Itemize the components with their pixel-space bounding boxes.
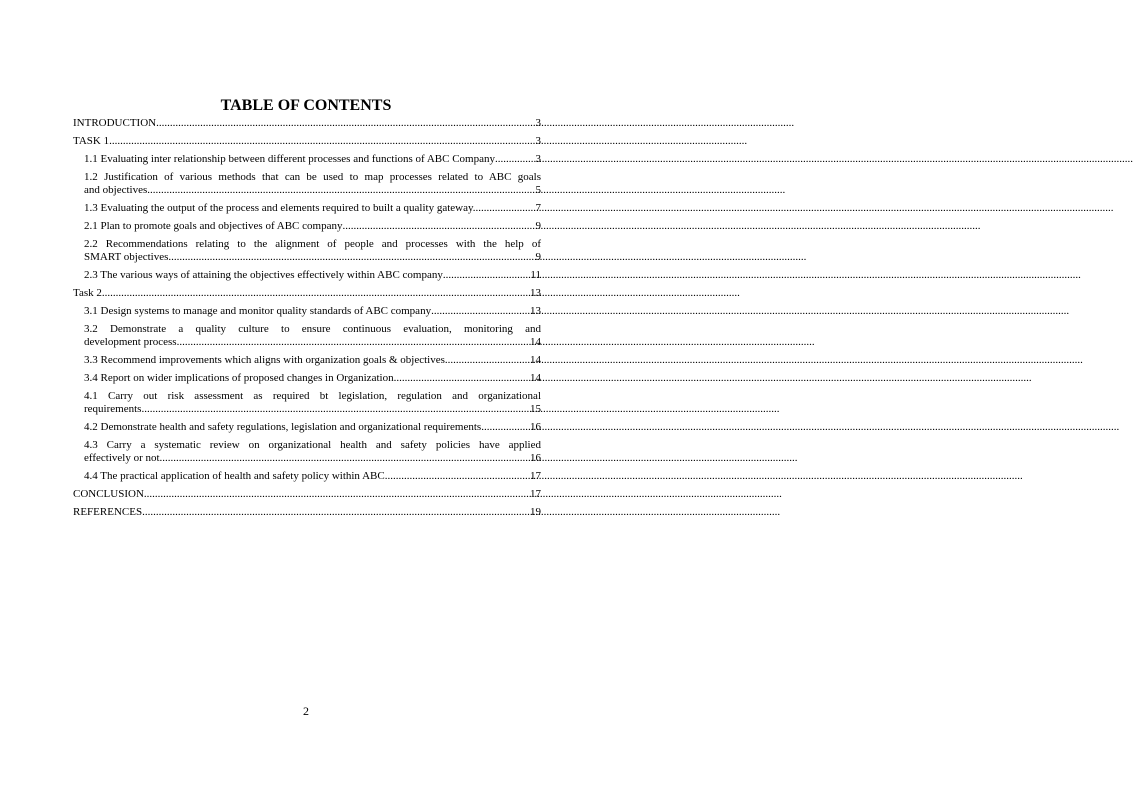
toc-entry-line xyxy=(73,506,541,519)
toc-entry[interactable] xyxy=(73,238,541,264)
dot-leader xyxy=(481,421,530,434)
toc-entry-text: 1.3 Evaluating the output of the process and elements required to built a quality gateway. xyxy=(84,202,476,214)
toc-entry-line xyxy=(73,135,541,148)
dot-leader xyxy=(141,403,530,416)
toc-entry-line xyxy=(84,470,541,483)
toc-page-number: 3 xyxy=(535,135,541,147)
toc-entry[interactable] xyxy=(73,287,541,300)
toc-entry-line xyxy=(84,305,541,318)
toc-entry-text: INTRODUCTION xyxy=(73,117,157,129)
toc-entry-text: requirements xyxy=(84,403,142,415)
toc-entry-text: and objectives xyxy=(84,184,148,196)
dot-leader xyxy=(160,452,530,465)
toc-page-number: 14 xyxy=(530,336,541,348)
dot-leader xyxy=(342,220,535,233)
toc-entry-text: CONCLUSION xyxy=(73,488,144,500)
dot-leader xyxy=(495,153,536,166)
toc-entry[interactable] xyxy=(73,470,541,483)
toc-page-number: 14 xyxy=(530,372,541,384)
toc-page-number: 3 xyxy=(535,117,541,129)
toc-entry-line xyxy=(73,488,541,501)
dot-leader xyxy=(142,506,530,519)
toc-entry-line xyxy=(84,354,541,367)
toc-page-number: 16 xyxy=(530,452,541,464)
toc-entry-line xyxy=(84,421,541,434)
dot-leader xyxy=(168,251,535,264)
toc-page-number: 5 xyxy=(535,184,541,196)
toc-entry-line xyxy=(84,251,541,264)
toc-entry-text: 1.1 Evaluating inter relationship between different processes and functions of ABC Company xyxy=(84,153,495,165)
toc-entry[interactable] xyxy=(73,269,541,282)
dot-leader xyxy=(476,202,536,215)
dot-leader xyxy=(431,305,530,318)
dot-leader xyxy=(109,135,535,148)
toc-entry[interactable] xyxy=(73,202,541,215)
toc-list xyxy=(73,117,541,524)
toc-entry-text: TASK 1 xyxy=(73,135,110,147)
toc-entry[interactable] xyxy=(73,153,541,166)
toc-entry[interactable] xyxy=(73,390,541,416)
page-number: 2 xyxy=(303,704,309,718)
toc-entry-text: 3.1 Design systems to manage and monitor quality standards of ABC company xyxy=(84,305,432,317)
toc-entry-text: Task 2 xyxy=(73,287,102,299)
toc-entry-text: SMART objectives xyxy=(84,251,169,263)
dot-leader xyxy=(177,336,530,349)
dot-leader xyxy=(156,117,535,130)
toc-page-number: 14 xyxy=(530,354,541,366)
toc-page-number: 7 xyxy=(535,202,541,214)
toc-page-number: 9 xyxy=(535,251,541,263)
toc-page-number: 19 xyxy=(530,506,541,518)
dot-leader xyxy=(394,372,530,385)
toc-entry-text: effectively or not xyxy=(84,452,160,464)
toc-entry-line xyxy=(84,202,541,215)
toc-page-number: 16 xyxy=(530,421,541,433)
dot-leader xyxy=(102,287,530,300)
toc-page-number: 3 xyxy=(535,153,541,165)
toc-entry-text: 3.4 Report on wider implications of proposed changes in Organization xyxy=(84,372,394,384)
toc-page-number: 17 xyxy=(530,470,541,482)
toc-entry[interactable] xyxy=(73,421,541,434)
toc-entry-line xyxy=(84,336,541,349)
toc-page-number: 11 xyxy=(530,269,541,281)
toc-entry[interactable] xyxy=(73,171,541,197)
toc-entry[interactable] xyxy=(73,135,541,148)
toc-entry-text-first-line: 1.2 Justification of various methods that can be used to map processes related to ABC goals xyxy=(84,171,541,183)
dot-leader xyxy=(445,354,530,367)
toc-entry[interactable] xyxy=(73,323,541,349)
toc-entry-text: 4.2 Demonstrate health and safety regulations, legislation and organizational requirements xyxy=(84,421,482,433)
toc-entry-line xyxy=(84,153,541,166)
toc-entry-text: 4.4 The practical application of health and safety policy within ABC xyxy=(84,470,385,482)
toc-entry-text: REFERENCES xyxy=(73,506,143,518)
toc-entry[interactable] xyxy=(73,372,541,385)
toc-entry-text: 2.1 Plan to promote goals and objectives of ABC company xyxy=(84,220,343,232)
toc-entry[interactable] xyxy=(73,506,541,519)
toc-entry-line xyxy=(84,403,541,416)
dot-leader xyxy=(147,184,535,197)
toc-entry-line xyxy=(73,287,541,300)
toc-entry-line xyxy=(84,269,541,282)
toc-entry-line xyxy=(84,372,541,385)
toc-entry-text-first-line: 2.2 Recommendations relating to the alignment of people and processes with the help of xyxy=(84,238,541,250)
toc-entry-line xyxy=(73,117,541,130)
toc-page-number: 9 xyxy=(535,220,541,232)
toc-page-number: 13 xyxy=(530,287,541,299)
toc-entry-text-first-line: 4.3 Carry a systematic review on organizational health and safety policies have applied xyxy=(84,439,541,451)
toc-entry[interactable] xyxy=(73,305,541,318)
toc-entry-line xyxy=(84,452,541,465)
dot-leader xyxy=(443,269,531,282)
toc-entry-text-first-line: 3.2 Demonstrate a quality culture to ensure continuous evaluation, monitoring and xyxy=(84,323,541,335)
toc-entry-line xyxy=(84,184,541,197)
toc-page-number: 17 xyxy=(530,488,541,500)
toc-page-number: 13 xyxy=(530,305,541,317)
toc-entry-text: 2.3 The various ways of attaining the objectives effectively within ABC company xyxy=(84,269,443,281)
toc-entry[interactable] xyxy=(73,354,541,367)
dot-leader xyxy=(144,488,530,501)
toc-entry-text-first-line: 4.1 Carry out risk assessment as required bt legislation, regulation and organizational xyxy=(84,390,541,402)
dot-leader xyxy=(385,470,530,483)
toc-title: TABLE OF CONTENTS xyxy=(220,97,392,114)
toc-entry-text: 3.3 Recommend improvements which aligns with organization goals & objectives xyxy=(84,354,445,366)
toc-entry[interactable] xyxy=(73,439,541,465)
toc-entry-line xyxy=(84,220,541,233)
toc-entry-text: development process xyxy=(84,336,177,348)
toc-page-number: 15 xyxy=(530,403,541,415)
toc-entry[interactable] xyxy=(73,220,541,233)
toc-entry[interactable] xyxy=(73,117,541,130)
toc-entry[interactable] xyxy=(73,488,541,501)
